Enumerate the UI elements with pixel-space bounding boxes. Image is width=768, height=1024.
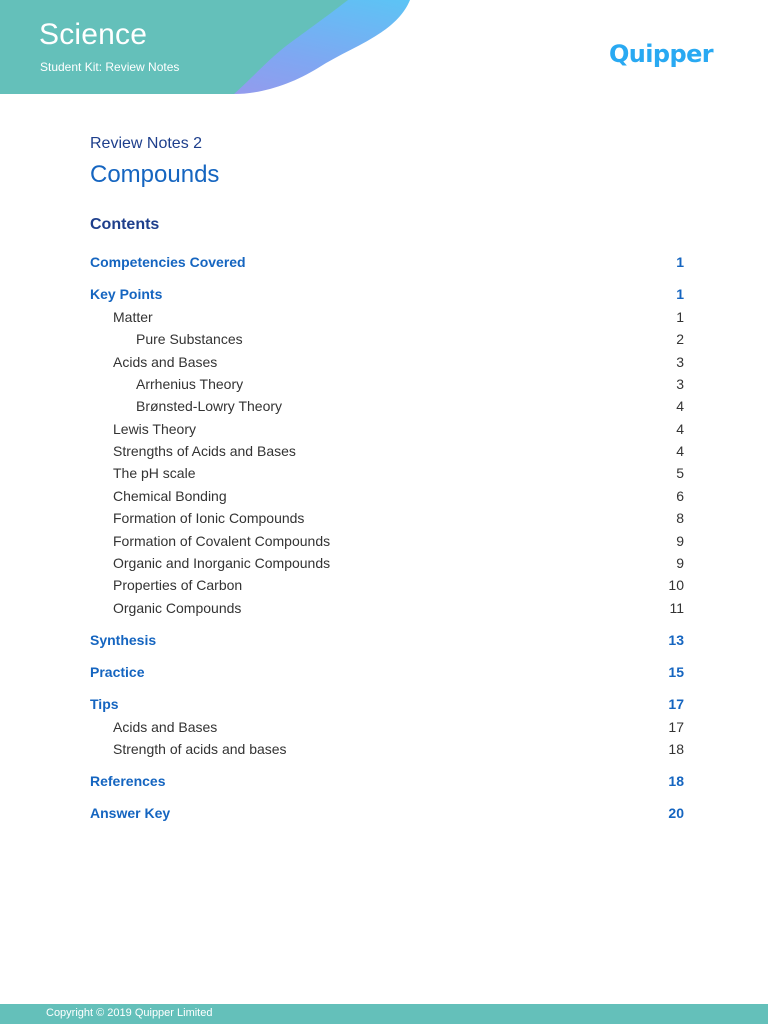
toc-entry-page: 8: [676, 510, 684, 527]
toc-entry-page: 18: [668, 740, 684, 757]
toc-entry-label: Organic Compounds: [113, 599, 242, 616]
toc-entry[interactable]: [90, 694, 684, 714]
toc-entry-page: 5: [676, 465, 684, 482]
toc-entry-label: Tips: [90, 695, 119, 712]
toc-entry-page: 1: [676, 254, 684, 270]
toc-entry-page: 1: [676, 286, 684, 302]
footer-bar: [0, 1004, 768, 1024]
toc-entry-label: Key Points: [90, 286, 163, 302]
contents-heading: Contents: [90, 216, 160, 233]
toc-entry[interactable]: [90, 329, 684, 349]
toc-entry-page: 3: [676, 376, 684, 393]
toc-entry-label: Chemical Bonding: [113, 487, 227, 504]
toc-entry[interactable]: [90, 486, 684, 506]
toc-entry[interactable]: [90, 717, 684, 737]
toc-entry[interactable]: [90, 463, 684, 483]
toc-entry-page: 11: [669, 599, 684, 616]
toc-entry[interactable]: [90, 508, 684, 528]
toc-entry-page: 9: [676, 532, 684, 549]
toc-entry-label: Acids and Bases: [113, 353, 218, 370]
toc-entry[interactable]: [90, 441, 684, 461]
toc-entry-page: 6: [676, 487, 684, 504]
toc-entry-label: Brønsted-Lowry Theory: [136, 398, 283, 415]
toc-entry-page: 4: [676, 443, 684, 460]
toc-entry[interactable]: [90, 419, 684, 439]
copyright-text: Copyright © 2019 Quipper Limited: [46, 1007, 213, 1019]
doc-title: Compounds: [90, 161, 220, 188]
toc-entry[interactable]: [90, 575, 684, 595]
toc-entry-label: Practice: [90, 663, 145, 680]
toc-entry[interactable]: [90, 307, 684, 327]
toc-entry-page: 1: [676, 309, 684, 325]
toc-entry[interactable]: [90, 803, 684, 823]
toc-entry-label: Competencies Covered: [90, 254, 246, 270]
toc-entry-page: 10: [668, 577, 684, 594]
toc-entry-label: Strength of acids and bases: [113, 740, 287, 757]
toc-entry-label: Formation of Ionic Compounds: [113, 510, 305, 527]
toc-entry[interactable]: [90, 771, 684, 791]
subject-title: Science: [39, 18, 148, 51]
toc-entry-page: 3: [676, 353, 684, 370]
toc-entry[interactable]: [90, 284, 684, 304]
toc-entry[interactable]: [90, 531, 684, 551]
kit-subtitle: Student Kit: Review Notes: [40, 60, 180, 74]
header-banner: [0, 0, 420, 94]
toc-entry-page: 18: [668, 772, 684, 789]
toc-entry[interactable]: [90, 252, 684, 272]
toc-entry-label: Synthesis: [90, 631, 157, 648]
toc-entry[interactable]: [90, 352, 684, 372]
toc-entry-label: Properties of Carbon: [113, 577, 243, 594]
toc-entry[interactable]: [90, 662, 684, 682]
toc-entry[interactable]: [90, 630, 684, 650]
toc-entry-label: The pH scale: [113, 465, 196, 482]
toc-entry-label: Lewis Theory: [113, 420, 197, 437]
toc-entry-label: References: [90, 772, 166, 789]
toc-entry-label: Strengths of Acids and Bases: [113, 443, 296, 460]
toc-entry-label: Acids and Bases: [113, 718, 218, 735]
toc-entry-page: 2: [676, 331, 684, 348]
toc-entry[interactable]: [90, 553, 684, 573]
toc-entry-label: Matter: [113, 309, 153, 325]
toc-entry-label: Pure Substances: [136, 331, 243, 348]
toc-entry-page: 17: [668, 695, 684, 712]
toc-entry-label: Arrhenius Theory: [136, 376, 244, 393]
toc-entry-page: 4: [676, 420, 684, 437]
toc-entry-page: 20: [668, 804, 684, 821]
toc-entry[interactable]: [90, 374, 684, 394]
toc-entry-page: 13: [668, 631, 684, 648]
toc-entry-label: Answer Key: [90, 804, 171, 821]
toc-entry-label: Formation of Covalent Compounds: [113, 532, 331, 549]
toc-entry-label: Organic and Inorganic Compounds: [113, 554, 331, 571]
toc-entry[interactable]: [90, 396, 684, 416]
brand-logo: Quipper: [609, 40, 713, 68]
toc-entry-page: 15: [668, 663, 684, 680]
toc-entry[interactable]: [90, 739, 684, 759]
toc-entry-page: 17: [668, 718, 684, 735]
toc-entry[interactable]: [90, 598, 684, 618]
doc-kicker: Review Notes 2: [90, 135, 203, 152]
toc-entry-page: 4: [676, 398, 684, 415]
toc-entry-page: 9: [676, 554, 684, 571]
